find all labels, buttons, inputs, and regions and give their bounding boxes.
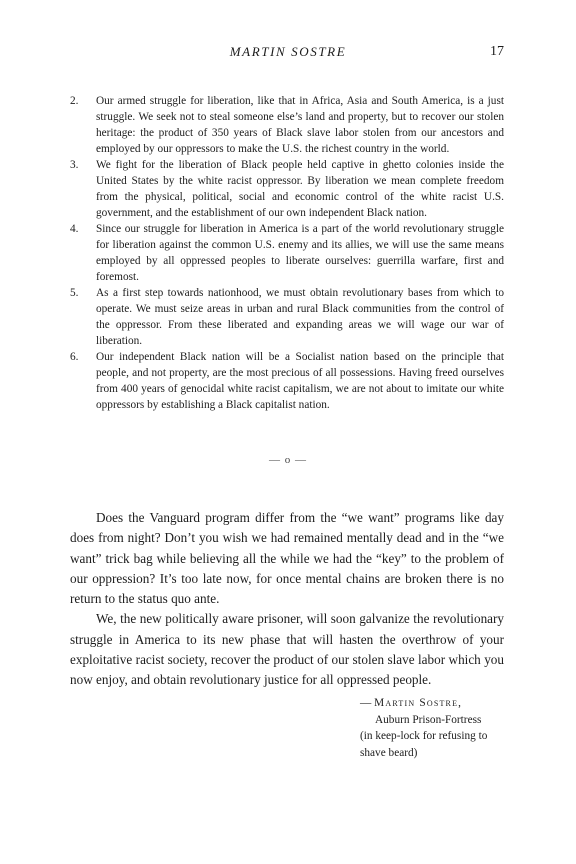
list-item-text: Our independent Black nation will be a Socialist nation based on the principle that people, and not property, are the most precious of all possessions. Having freed ourselves from 400 years of genocidal white racist capitalism, we are not about to imitate our white oppressors by establishing a Black capitalist nation. xyxy=(96,351,504,411)
body-paragraph: We, the new politically aware prisoner, will soon galvanize the revolutionary struggle in America to its new phase that will hasten the overthrow of your exploitative racist society, recover the product of our stolen slave labor which you now enjoy, and obtain revolutionary justice for all oppressed people. xyxy=(70,611,504,688)
section-ornament: — o — xyxy=(269,454,307,466)
body-paragraph: Does the Vanguard program differ from the “we want” programs like day does from night? Don’t you wish we had remained mentally dead and in the “we want” trick bag while believing all the while we had the “key” to the problem of our oppression? It’s too late now, for once mental chains are broken there is no return to the status quo ante. xyxy=(70,510,504,607)
running-head xyxy=(0,44,576,64)
numbered-list xyxy=(70,93,504,413)
signature-name-line xyxy=(360,695,520,712)
body-text xyxy=(70,508,504,691)
signature-note-line-1: (in keep-lock for refusing to xyxy=(360,730,488,742)
list-item-text: Since our struggle for liberation in America is a part of the world revolutionary struggle for liberation against the common U.S. enemy and its allies, we will use the same means employed by all oppressed peoples to liberate ourselves: guerrilla warfare, first and foremost. xyxy=(96,223,504,283)
list-item xyxy=(70,221,504,285)
list-item xyxy=(70,157,504,221)
signature-block xyxy=(360,695,520,761)
page-number: 17 xyxy=(490,44,504,59)
list-item-text: As a first step towards nationhood, we must obtain revolutionary bases from which to operate. We must seize areas in urban and rural Black communities from the control of the oppressor. From these liberated and expanding areas we will wage our war of liberation. xyxy=(96,287,504,347)
list-item-number: 4. xyxy=(70,223,79,235)
list-item xyxy=(70,93,504,157)
list-item-text: Our armed struggle for liberation, like that in Africa, Asia and South America, is a just struggle. We seek not to steal someone else’s land and property, but to recover our stolen heritage: the product of 350 years of Black slave labor stolen from our ancestors and employed by our oppressors to make the U.S. the richest country in the world. xyxy=(96,95,504,155)
list-item xyxy=(70,349,504,413)
list-item-number: 3. xyxy=(70,159,79,171)
signature-location: Auburn Prison-Fortress xyxy=(375,713,482,726)
list-item-number: 5. xyxy=(70,287,79,299)
list-item-text: We fight for the liberation of Black people held captive in ghetto colonies inside the United States by the white racist oppressor. By liberation we mean complete freedom from the physical, political, social and economic control of the white racist U.S. government, and the establishment of our own independent Black nation. xyxy=(96,159,504,219)
list-item-number: 2. xyxy=(70,95,79,107)
list-item-number: 6. xyxy=(70,351,79,363)
signature-note-line-2: shave beard) xyxy=(360,746,418,759)
running-head-title: MARTIN SOSTRE xyxy=(229,44,347,59)
signature-name: Martin Sostre, xyxy=(374,697,463,709)
signature-dash: — xyxy=(360,697,375,709)
list-item xyxy=(70,285,504,349)
